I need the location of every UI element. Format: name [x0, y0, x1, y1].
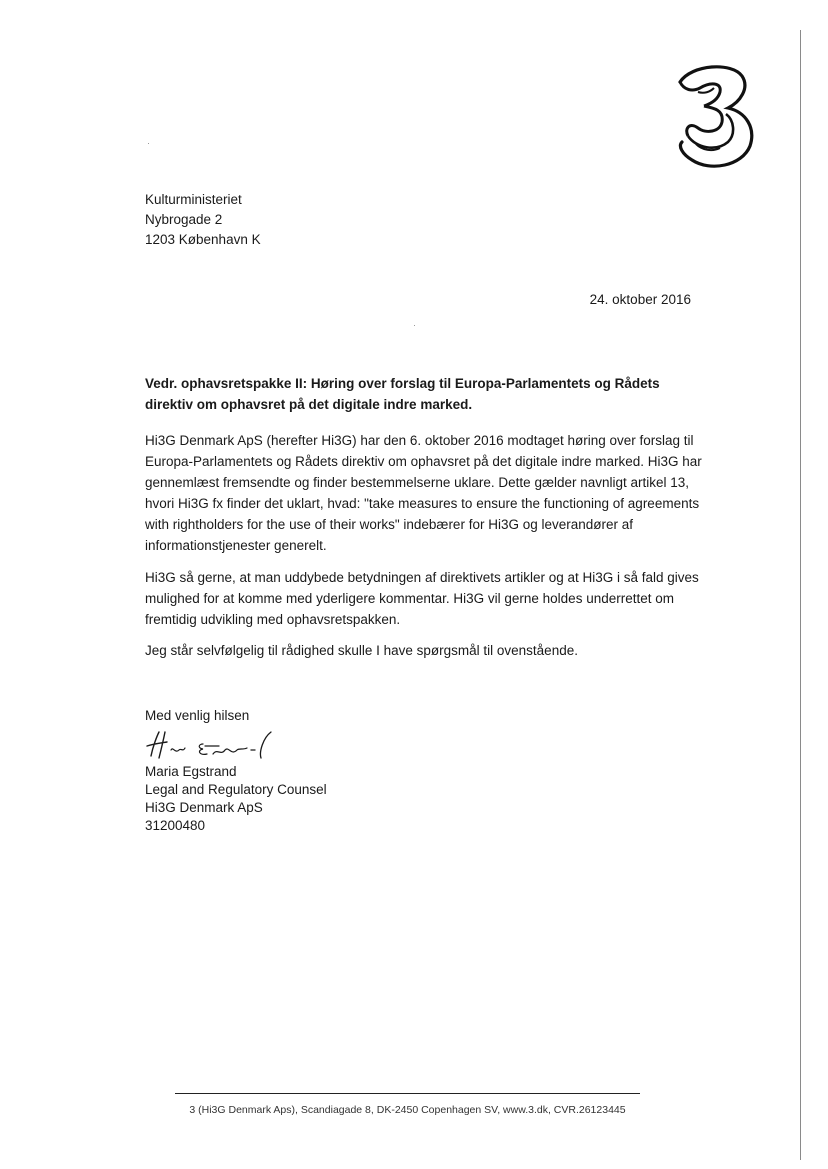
body-paragraph: Jeg står selvfølgelig til rådighed skulle I have spørgsmål til ovenstående.	[145, 643, 578, 658]
footer-divider	[175, 1093, 640, 1094]
three-logo-icon	[670, 62, 760, 174]
closing-salutation: Med venlig hilsen	[145, 708, 250, 723]
body-paragraph: Hi3G Denmark ApS (herefter Hi3G) har den 6. oktober 2016 modtaget høring over forslag til Europa-Parlamentets og Rådets direktiv om ophavsret på det digitale indre marked. Hi3G har gennemlæst fremsendte og finder bestemmelserne uklare. Dette gælder navnligt artikel 13, hvori Hi3G fx finder det uklart, hvad: "take measures to ensure the functioning of agreements with rightholders for the use of their works" indebærer for Hi3G og leverandører af informationstjenester generelt.	[145, 433, 702, 553]
signer-phone: 31200480	[145, 818, 206, 833]
recipient-street: Nybrogade 2	[145, 212, 223, 227]
signer-title: Legal and Regulatory Counsel	[145, 782, 327, 797]
recipient-city: 1203 København K	[145, 232, 261, 247]
footer-text: 3 (Hi3G Denmark Aps), Scandiagade 8, DK-2450 Copenhagen SV, www.3.dk, CVR.26123445	[189, 1104, 626, 1116]
recipient-address	[145, 190, 261, 250]
scan-edge-line	[800, 30, 801, 1160]
signer-block	[145, 763, 327, 835]
handwritten-signature	[143, 728, 283, 762]
recipient-name: Kulturministeriet	[145, 192, 242, 207]
body-paragraph: Hi3G så gerne, at man uddybede betydningen af direktivets artikler og at Hi3G i så fald gives mulighed for at komme med yderligere kommentar. Hi3G vil gerne holdes underrettet om fremtidig udvikling med ophavsretspakken.	[145, 570, 699, 627]
letter-date: 24. oktober 2016	[589, 292, 691, 307]
signer-company: Hi3G Denmark ApS	[145, 800, 263, 815]
signer-name: Maria Egstrand	[145, 764, 237, 779]
scan-speck	[414, 325, 415, 326]
scan-speck	[148, 143, 149, 144]
letter-subject: Vedr. ophavsretspakke II: Høring over forslag til Europa-Parlamentets og Rådets direktiv om ophavsret på det digitale indre marked.	[145, 376, 660, 412]
